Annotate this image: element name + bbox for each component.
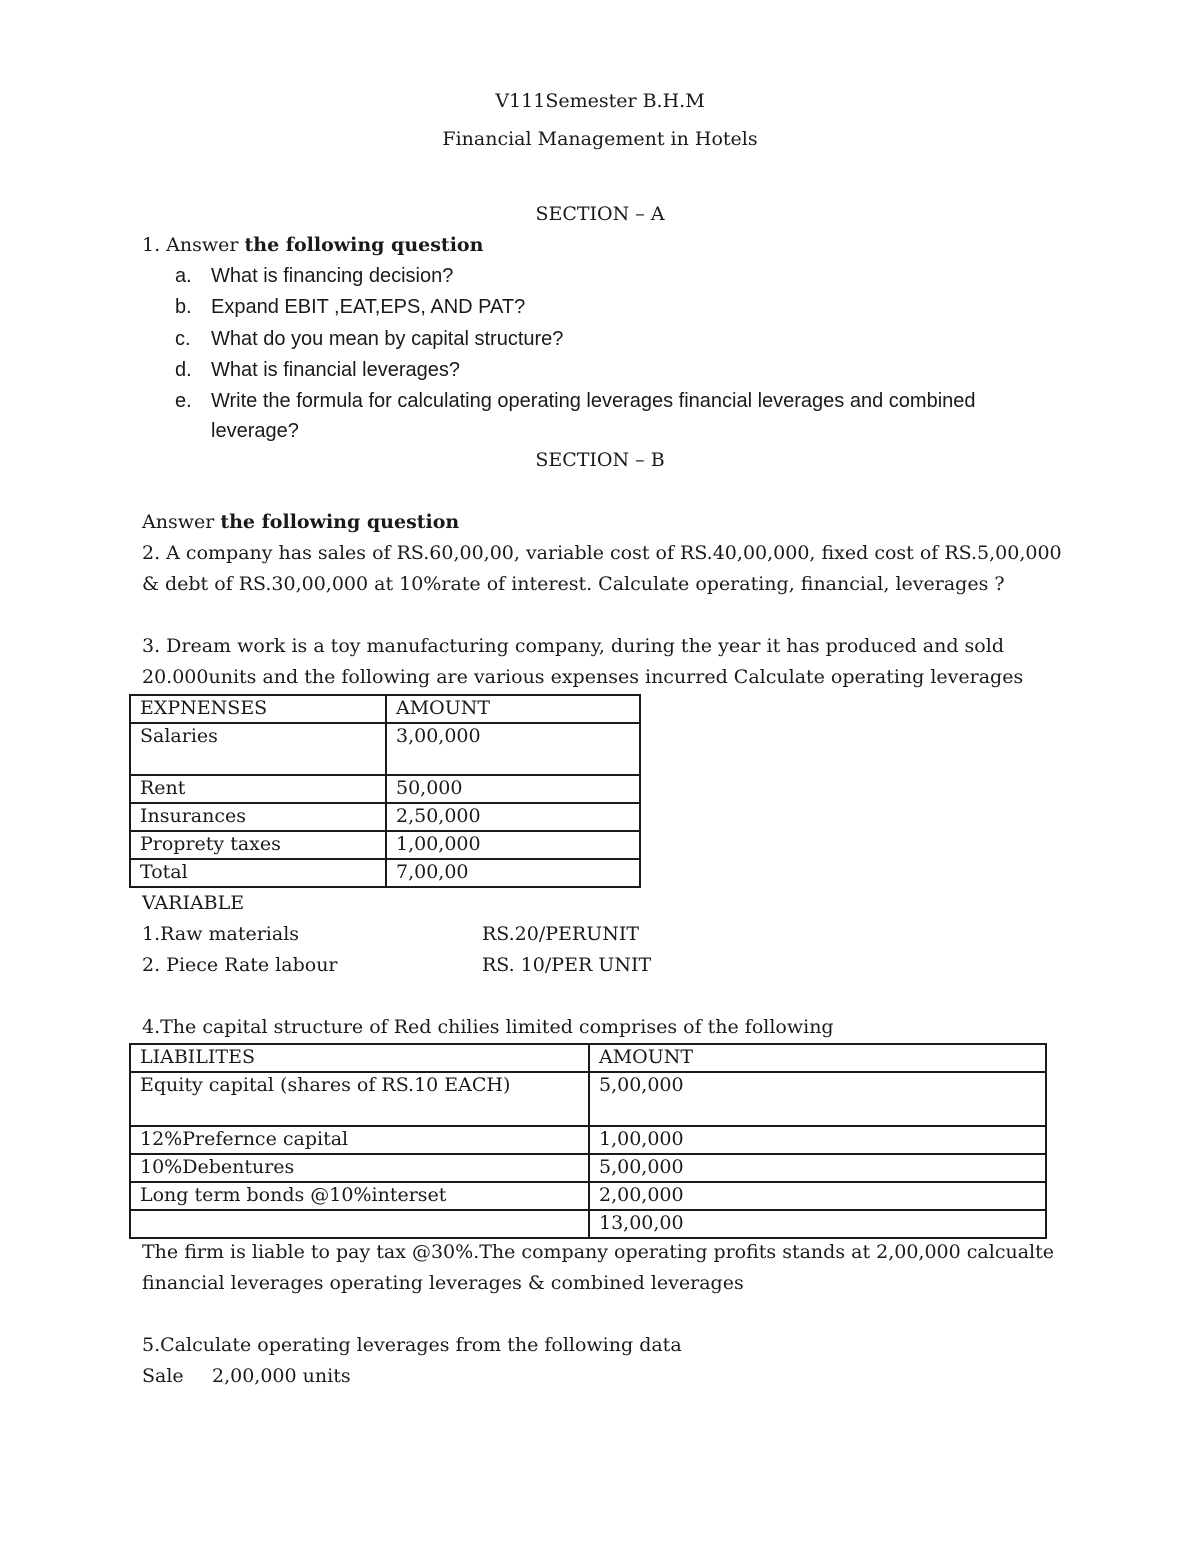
- variable-item-label: 1.Raw materials: [142, 923, 300, 945]
- table-cell: 5,00,000: [589, 1154, 1046, 1182]
- table-cell: Equity capital (shares of RS.10 EACH): [130, 1072, 589, 1126]
- q5-line: 5.Calculate operating leverages from the following data: [142, 1334, 682, 1356]
- expenses-table: [129, 694, 641, 888]
- list-marker-c: c.: [175, 328, 191, 350]
- table-row: [130, 803, 640, 831]
- q2-line-1: 2. A company has sales of RS.60,00,00, variable cost of RS.40,00,000, fixed cost of RS.5,00,000: [142, 542, 1062, 564]
- section-b-intro-bold: the following question: [220, 511, 460, 533]
- table-row: [130, 723, 640, 775]
- table-cell: 3,00,000: [386, 723, 640, 775]
- table-cell: 2,00,000: [589, 1182, 1046, 1210]
- table-cell: Rent: [130, 775, 386, 803]
- table-row: [130, 1154, 1046, 1182]
- q2-line-2: & debt of RS.30,00,000 at 10%rate of interest. Calculate operating, financial, leverages ?: [142, 573, 1005, 595]
- table-row: [130, 775, 640, 803]
- table-row: [130, 1210, 1046, 1238]
- list-marker-b: b.: [175, 296, 192, 318]
- table-cell: 13,00,00: [589, 1210, 1046, 1238]
- table-cell: 12%Prefernce capital: [130, 1126, 589, 1154]
- q3-line-2: 20.000units and the following are various expenses incurred Calculate operating leverages: [142, 666, 1024, 688]
- table-header-cell: EXPNENSES: [130, 695, 386, 723]
- table-cell: Salaries: [130, 723, 386, 775]
- list-marker-d: d.: [175, 359, 192, 381]
- list-item-e: Write the formula for calculating operating leverages financial leverages and combined: [211, 390, 976, 412]
- table-cell: 10%Debentures: [130, 1154, 589, 1182]
- section-a-title: SECTION – A: [535, 203, 665, 225]
- table-cell: 2,50,000: [386, 803, 640, 831]
- table-row: [130, 1182, 1046, 1210]
- list-marker-a: a.: [175, 265, 192, 287]
- table-cell: 1,00,000: [589, 1126, 1046, 1154]
- table-cell: 1,00,000: [386, 831, 640, 859]
- table-cell: Insurances: [130, 803, 386, 831]
- subject-heading: Financial Management in Hotels: [442, 128, 758, 150]
- table-cell: 7,00,00: [386, 859, 640, 887]
- table-row: [130, 1126, 1046, 1154]
- table-header-row: [130, 1044, 1046, 1072]
- table-header-cell: AMOUNT: [589, 1044, 1046, 1072]
- table-header-row: [130, 695, 640, 723]
- table-cell: Total: [130, 859, 386, 887]
- list-item-a: What is financing decision?: [211, 265, 454, 287]
- section-b-intro: [142, 511, 459, 533]
- table-cell: 5,00,000: [589, 1072, 1046, 1126]
- semester-heading: V111Semester B.H.M: [495, 90, 705, 112]
- section-b-intro-plain: Answer: [142, 511, 221, 533]
- variable-title: VARIABLE: [142, 892, 245, 914]
- list-item-c: What do you mean by capital structure?: [211, 328, 564, 350]
- table-cell: Proprety taxes: [130, 831, 386, 859]
- q3-line-1: 3. Dream work is a toy manufacturing company, during the year it has produced and sold: [142, 635, 1004, 657]
- list-marker-e: e.: [175, 390, 192, 412]
- q1-bold: the following question: [244, 234, 484, 256]
- table-row: [130, 831, 640, 859]
- list-item-d: What is financial leverages?: [211, 359, 461, 381]
- section-b-title: SECTION – B: [535, 449, 665, 471]
- table-cell: [130, 1210, 589, 1238]
- table-row: [130, 1072, 1046, 1126]
- table-cell: Long term bonds @10%interset: [130, 1182, 589, 1210]
- capital-structure-table: [129, 1043, 1047, 1239]
- q4-line: 4.The capital structure of Red chilies limited comprises of the following: [142, 1016, 834, 1038]
- q1-number: 1. Answer: [142, 234, 245, 256]
- list-item-e-continued: leverage?: [211, 420, 299, 442]
- variable-item-label: 2. Piece Rate labour: [142, 954, 338, 976]
- variable-item-value: RS.20/PERUNIT: [482, 923, 640, 945]
- table-header-cell: LIABILITES: [130, 1044, 589, 1072]
- q1-heading: [142, 234, 483, 256]
- q5-sale-value: 2,00,000 units: [212, 1365, 351, 1387]
- list-item-b: Expand EBIT ,EAT,EPS, AND PAT?: [211, 296, 526, 318]
- q5-sale-label: Sale: [142, 1365, 184, 1387]
- q4-after-line-2: financial leverages operating leverages & combined leverages: [142, 1272, 744, 1294]
- variable-item-value: RS. 10/PER UNIT: [482, 954, 652, 976]
- table-row: [130, 859, 640, 887]
- q4-after-line-1: The firm is liable to pay tax @30%.The company operating profits stands at 2,00,000 calcualte: [142, 1241, 1054, 1263]
- table-header-cell: AMOUNT: [386, 695, 640, 723]
- table-cell: 50,000: [386, 775, 640, 803]
